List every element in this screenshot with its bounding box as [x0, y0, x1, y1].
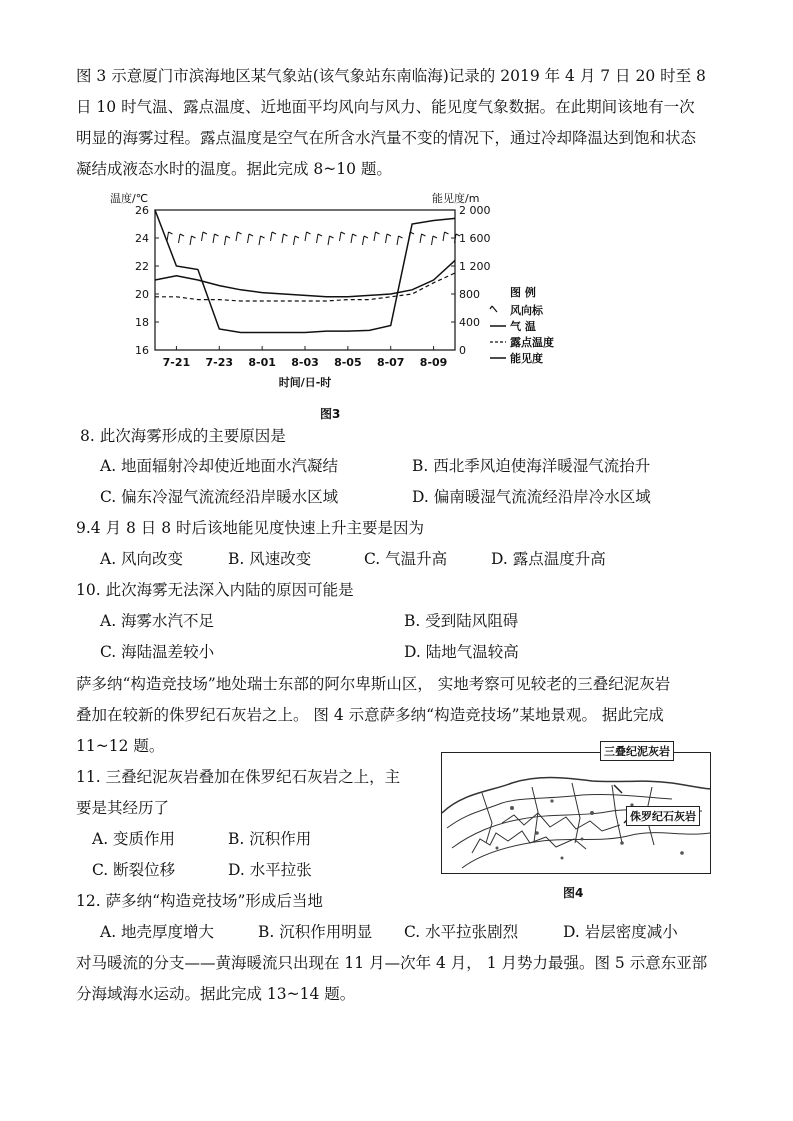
intro2-line: 11~12 题。: [76, 737, 165, 755]
question-10-stem: 10. 此次海雾无法深入内陆的原因可能是: [76, 581, 354, 599]
y-left-tick-label: 18: [135, 316, 149, 329]
wind-barb: [236, 232, 242, 241]
y-right-tick-label: 1 200: [459, 260, 491, 273]
legend-title: 图 例: [510, 286, 536, 299]
wind-barb: [432, 236, 438, 245]
x-tick-label: 8-01: [248, 356, 276, 369]
x-tick-label: 7-21: [162, 356, 191, 369]
chart-marks: [155, 210, 460, 333]
legend-entry: 气 温: [510, 320, 536, 333]
y-left-tick-label: 26: [135, 204, 149, 217]
series-line-能见度: [155, 210, 455, 333]
y-right-axis-title: 能见度/m: [432, 192, 480, 205]
q12-option-b: B. 沉积作用明显: [258, 923, 373, 941]
question-11-stem-cont: 要是其经历了: [76, 799, 170, 817]
legend-entry: 露点温度: [510, 336, 554, 349]
wind-barb: [305, 232, 311, 241]
intro2-line: 叠加在较新的侏罗纪石灰岩之上。 图 4 示意萨多纳“构造竞技场”某地景观。 据此完成: [76, 706, 664, 724]
q8-option-a: A. 地面辐射冷却使近地面水汽凝结: [100, 457, 339, 475]
y-left-tick-label: 20: [135, 288, 149, 301]
q8-option-c: C. 偏东冷湿气流流经沿岸暖水区域: [100, 488, 339, 506]
wind-barb: [167, 232, 173, 241]
wind-barb: [420, 234, 426, 243]
q12-option-d: D. 岩层密度减小: [563, 923, 678, 941]
q9-option-d: D. 露点温度升高: [491, 550, 606, 568]
q9-option-a: A. 风向改变: [100, 550, 184, 568]
label-triassic-marl: 三叠纪泥灰岩: [600, 741, 674, 761]
x-tick-label: 8-09: [419, 356, 448, 369]
q10-option-b: B. 受到陆风阻碍: [404, 612, 519, 630]
question-11-stem: 11. 三叠纪泥灰岩叠加在侏罗纪石灰岩之上，主: [76, 768, 401, 786]
intro3-line: 分海域海水运动。据此完成 13~14 题。: [76, 985, 356, 1003]
figure-3-caption: 图3: [320, 407, 341, 421]
y-right-tick-label: 2 000: [459, 204, 491, 217]
y-left-tick-label: 24: [135, 232, 149, 245]
label-jurassic-limestone: 侏罗纪石灰岩: [626, 806, 700, 826]
wind-barb: [294, 236, 300, 245]
q11-option-c: C. 断裂位移: [92, 861, 176, 879]
intro-line: 凝结成液态水时的温度。据此完成 8~10 题。: [76, 160, 392, 178]
wind-barb: [213, 234, 219, 243]
q12-option-a: A. 地壳厚度增大: [100, 923, 215, 941]
y-right-tick-label: 800: [459, 288, 480, 301]
y-right-tick-label: 1 600: [459, 232, 491, 245]
legend-entry: 能见度: [510, 352, 543, 365]
wind-barb: [271, 232, 277, 241]
wind-barb: [317, 234, 323, 243]
question-9-stem: 9.4 月 8 日 8 时后该地能见度快速上升主要是因为: [76, 519, 425, 537]
wind-barb: [225, 236, 231, 245]
legend-entry: 风向标: [510, 304, 543, 317]
q11-option-b: B. 沉积作用: [228, 830, 312, 848]
q8-option-b: B. 西北季风迫使海洋暖湿气流抬升: [412, 457, 651, 475]
intro-line: 日 10 时气温、露点温度、近地面平均风向与风力、能见度气象数据。在此期间该地有一次: [76, 98, 695, 116]
q11-option-d: D. 水平拉张: [228, 861, 312, 879]
q10-option-a: A. 海雾水汽不足: [100, 612, 215, 630]
figure-3-chart: [100, 188, 580, 393]
y-right-tick-label: 0: [459, 344, 466, 357]
wind-barb: [351, 234, 357, 243]
x-axis-title: 时间/日-时: [278, 376, 332, 389]
q11-option-a: A. 变质作用: [92, 830, 176, 848]
wind-barb: [397, 236, 403, 245]
question-12-stem: 12. 萨多纳“构造竞技场”形成后当地: [76, 892, 323, 910]
chart-static: [110, 191, 554, 389]
y-left-tick-label: 22: [135, 260, 149, 273]
question-8-stem: 8. 此次海雾形成的主要原因是: [80, 427, 286, 445]
wind-barb: [328, 236, 334, 245]
x-tick-label: 8-03: [291, 356, 319, 369]
wind-barb: [179, 234, 185, 243]
q9-option-c: C. 气温升高: [364, 550, 448, 568]
y-left-axis-title: 温度/℃: [110, 192, 149, 205]
q10-option-c: C. 海陆温差较小: [100, 643, 215, 661]
x-tick-label: 8-05: [334, 356, 362, 369]
intro-line: 明显的海雾过程。露点温度是空气在所含水汽量不变的情况下，通过冷却降温达到饱和状态: [76, 129, 697, 147]
intro-line: 图 3 示意厦门市滨海地区某气象站(该气象站东南临海)记录的 2019 年 4 月 7 日 20 时至 8: [76, 67, 706, 85]
wind-barb: [282, 234, 288, 243]
wind-barb: [386, 234, 392, 243]
wind-barb: [259, 236, 265, 245]
wind-barb: [190, 236, 196, 245]
wind-barb: [248, 234, 254, 243]
q12-option-c: C. 水平拉张剧烈: [404, 923, 519, 941]
x-tick-label: 8-07: [376, 356, 405, 369]
series-line-气温: [155, 260, 455, 296]
wind-barb: [374, 232, 380, 241]
x-tick-label: 7-23: [205, 356, 234, 369]
legend-wind-symbol: [490, 306, 497, 312]
wind-barb: [340, 232, 346, 241]
intro3-line: 对马暖流的分支——黄海暖流只出现在 11 月—次年 4 月， 1 月势力最强。图 5 示意东亚部: [76, 954, 708, 972]
wind-barb: [443, 232, 449, 241]
y-left-tick-label: 16: [135, 344, 149, 357]
figure-4-caption: 图4: [563, 886, 584, 900]
y-right-tick-label: 400: [459, 316, 480, 329]
q10-option-d: D. 陆地气温较高: [404, 643, 519, 661]
intro2-line: 萨多纳“构造竞技场”地处瑞士东部的阿尔卑斯山区， 实地考察可见较老的三叠纪泥灰岩: [76, 675, 671, 693]
wind-barb: [202, 232, 208, 241]
q9-option-b: B. 风速改变: [228, 550, 312, 568]
q8-option-d: D. 偏南暖湿气流流经沿岸冷水区域: [412, 488, 651, 506]
wind-barb: [363, 236, 369, 245]
